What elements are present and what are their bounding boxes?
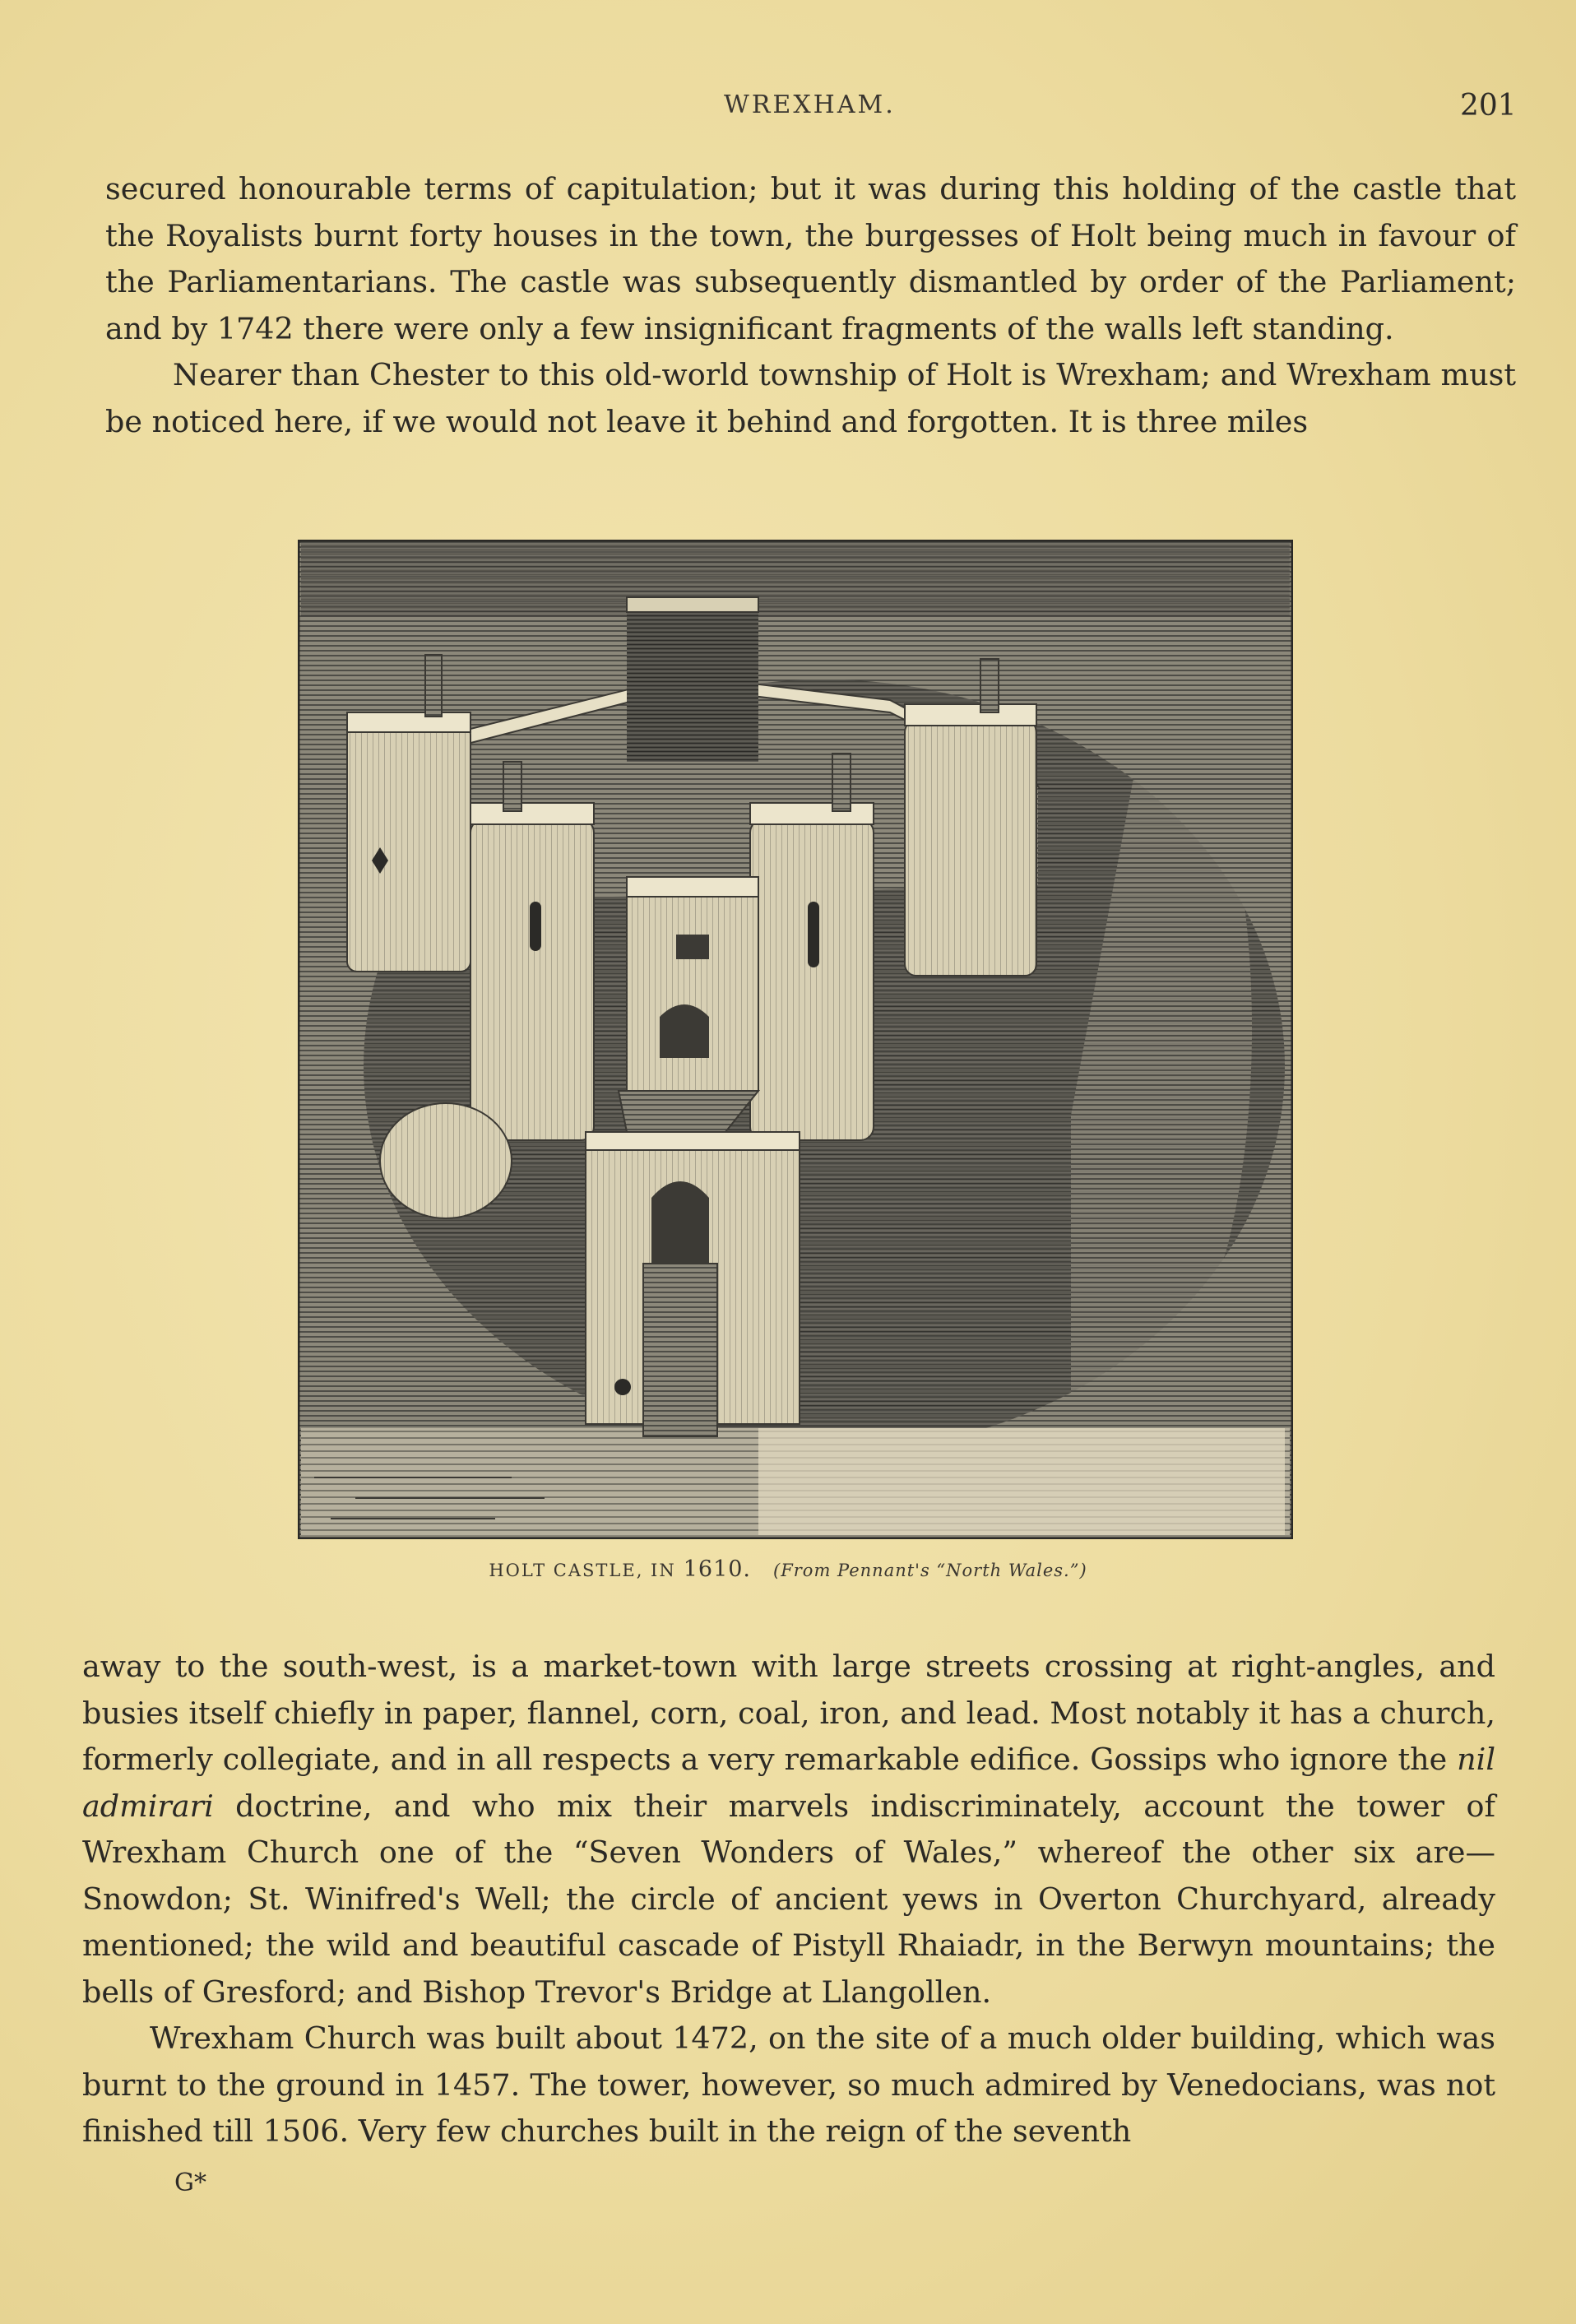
rear-tower [627,605,758,762]
arrow-slit-right [808,902,819,967]
engraving-sky [301,543,1290,617]
paragraph-market-town-part-b: doctrine, and who mix their marvels indiscriminately, account the tower of Wrexham Church one of the “Seven Wonders of Wales,” whereof the other six are—Snowdon; St. Winifred's Well; the circle of ancient yews in Overton Churchyard, already mentioned; the wild and beautiful cascade of Pistyll Rhaiadr, in the Berwyn mountains; the bells of Gresford; and Bishop Trevor's Bridge at Llangollen. [82,1788,1495,2010]
right-rear-tower [905,721,1036,976]
left-chimney [425,655,442,717]
caption-title: HOLT CASTLE, IN [489,1561,676,1580]
rock-boulder [380,1103,512,1218]
right-chimney [980,659,999,712]
holt-castle-engraving [298,540,1293,1539]
paragraph-market-town [82,1644,1495,2016]
front-left-tower [470,819,594,1140]
arrow-slit-left [530,902,541,951]
nil-admirari-phrase: nil admirari [82,1742,1495,1824]
signature-mark: G* [174,2169,206,2197]
page-number: 201 [1460,89,1517,123]
paragraph-market-town-part-a: away to the south-west, is a market-town with large streets crossing at right-angles, and busies itself chiefly in paper, flannel, corn, coal, iron, and lead. Most notably it has a church, formerly collegiate, and in all respects a very remarkable edifice. Gossips who ignore the [82,1649,1495,1777]
caption-source: (From Pennant's “North Wales.”) [773,1561,1087,1580]
left-round-tower [347,725,470,972]
figure-caption [0,1556,1576,1582]
paragraph-wrexham-church: Wrexham Church was built about 1472, on the site of a much older building, which was burnt to the ground in 1457. The tower, however, so much admired by Venedocians, was not finished till 1506. Very few churches built in the reign of the seventh [82,2020,1495,2149]
inner-gate-arch [660,1004,709,1058]
paragraph-capitulation: secured honourable terms of capitulation; but it was during this holding of the castle that the Royalists burnt forty houses in the town, the burgesses of Holt being much in favour of the Parliamentarians. The castle was subsequently dismantled by order of the Parliament; and by 1742 there were only a few insignificant fragments of the walls left standing. [105,171,1516,346]
running-head [0,82,1576,132]
outer-drawbridge [643,1264,717,1436]
water-reflection [758,1428,1285,1535]
outer-gate-arch [651,1181,709,1264]
caption-year: 1610. [683,1556,752,1582]
inner-gatehouse [627,893,758,1091]
body-text-top [105,166,1516,445]
body-text-bottom [82,1644,1495,2155]
front-right-tower [750,819,874,1140]
paragraph-nearer-than-chester: Nearer than Chester to this old-world township of Holt is Wrexham; and Wrexham must be noticed here, if we would not leave it behind and forgotten. It is three miles [105,357,1516,439]
running-title: WREXHAM. [724,90,896,119]
